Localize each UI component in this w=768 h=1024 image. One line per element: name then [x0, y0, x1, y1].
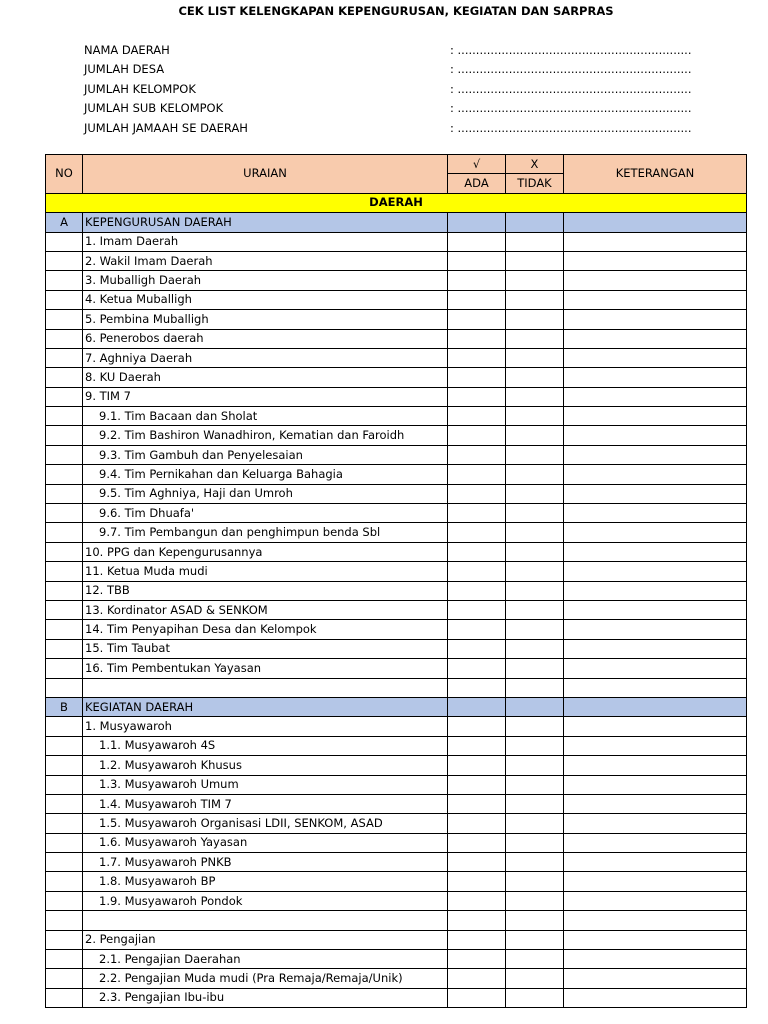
table-row	[46, 620, 747, 639]
keterangan-input-cell[interactable]	[564, 523, 747, 542]
row-no-cell	[46, 562, 83, 581]
ada-checkbox-cell[interactable]	[448, 833, 506, 852]
tidak-checkbox-cell[interactable]	[506, 717, 564, 736]
ada-checkbox-cell[interactable]	[448, 930, 506, 949]
band-label: DAERAH	[46, 193, 747, 212]
section-title: KEGIATAN DAERAH	[83, 697, 448, 716]
row-uraian: 2. Pengajian	[83, 930, 448, 949]
keterangan-input-cell[interactable]	[564, 659, 747, 678]
table-row	[46, 290, 747, 309]
keterangan-input-cell[interactable]	[564, 445, 747, 464]
ada-checkbox-cell[interactable]	[448, 271, 506, 290]
row-uraian: 10. PPG dan Kepengurusannya	[83, 542, 448, 561]
row-uraian: 3. Muballigh Daerah	[83, 271, 448, 290]
ada-checkbox-cell[interactable]	[448, 717, 506, 736]
row-uraian: 9. TIM 7	[83, 387, 448, 406]
keterangan-input-cell[interactable]	[564, 407, 747, 426]
row-uraian: 1.4. Musyawaroh TIM 7	[83, 794, 448, 813]
table-row	[46, 717, 747, 736]
row-uraian: 1. Musyawaroh	[83, 717, 448, 736]
table-row	[46, 484, 747, 503]
row-no-cell	[46, 445, 83, 464]
section-no: B	[46, 697, 83, 716]
ada-checkbox-cell[interactable]	[448, 775, 506, 794]
ada-checkbox-cell[interactable]	[448, 872, 506, 891]
ada-checkbox-cell[interactable]	[448, 542, 506, 561]
info-label: JUMLAH SUB KELOMPOK	[84, 101, 224, 116]
keterangan-input-cell[interactable]	[564, 717, 747, 736]
tidak-checkbox-cell[interactable]	[506, 542, 564, 561]
header-no: NO	[46, 155, 83, 194]
ada-checkbox-cell[interactable]	[448, 562, 506, 581]
row-uraian: 16. Tim Pembentukan Yayasan	[83, 659, 448, 678]
tidak-cell	[506, 213, 564, 232]
table-row	[46, 271, 747, 290]
row-uraian: 6. Penerobos daerah	[83, 329, 448, 348]
table-row	[46, 911, 747, 930]
ada-checkbox-cell[interactable]	[448, 251, 506, 270]
row-uraian: 2.1. Pengajian Daerahan	[83, 950, 448, 969]
keterangan-input-cell[interactable]	[564, 562, 747, 581]
keterangan-input-cell[interactable]	[564, 775, 747, 794]
keterangan-input-cell[interactable]	[564, 310, 747, 329]
ada-checkbox-cell[interactable]	[448, 891, 506, 910]
row-no-cell	[46, 814, 83, 833]
table-row	[46, 368, 747, 387]
table-row	[46, 756, 747, 775]
keterangan-cell	[564, 213, 747, 232]
tidak-checkbox-cell[interactable]	[506, 271, 564, 290]
row-uraian	[83, 911, 448, 930]
section-row	[46, 213, 747, 232]
keterangan-input-cell[interactable]	[564, 911, 747, 930]
ada-checkbox-cell[interactable]	[448, 504, 506, 523]
tidak-checkbox-cell[interactable]	[506, 581, 564, 600]
info-value[interactable]: : ................................................................	[450, 101, 692, 116]
table-row	[46, 678, 747, 697]
tidak-checkbox-cell[interactable]	[506, 251, 564, 270]
header-tidak: TIDAK	[506, 174, 564, 193]
keterangan-input-cell[interactable]	[564, 678, 747, 697]
row-no-cell	[46, 930, 83, 949]
info-value[interactable]: : ................................................................	[450, 62, 692, 77]
row-no-cell	[46, 853, 83, 872]
section-no: A	[46, 213, 83, 232]
keterangan-input-cell[interactable]	[564, 988, 747, 1007]
row-no-cell	[46, 504, 83, 523]
row-no-cell	[46, 581, 83, 600]
row-no-cell	[46, 542, 83, 561]
keterangan-input-cell[interactable]	[564, 251, 747, 270]
info-value[interactable]: : ................................................................	[450, 81, 692, 96]
ada-checkbox-cell[interactable]	[448, 465, 506, 484]
section-title: KEPENGURUSAN DAERAH	[83, 213, 448, 232]
keterangan-input-cell[interactable]	[564, 387, 747, 406]
tidak-checkbox-cell[interactable]	[506, 290, 564, 309]
tidak-checkbox-cell[interactable]	[506, 407, 564, 426]
ada-checkbox-cell[interactable]	[448, 581, 506, 600]
info-row	[84, 41, 724, 60]
keterangan-input-cell[interactable]	[564, 620, 747, 639]
band-row	[46, 193, 747, 212]
tidak-checkbox-cell[interactable]	[506, 872, 564, 891]
tidak-checkbox-cell[interactable]	[506, 484, 564, 503]
tidak-checkbox-cell[interactable]	[506, 504, 564, 523]
ada-checkbox-cell[interactable]	[448, 736, 506, 755]
ada-checkbox-cell[interactable]	[448, 445, 506, 464]
table-row	[46, 445, 747, 464]
table-row	[46, 562, 747, 581]
row-no-cell	[46, 407, 83, 426]
tidak-checkbox-cell[interactable]	[506, 988, 564, 1007]
ada-checkbox-cell[interactable]	[448, 756, 506, 775]
keterangan-input-cell[interactable]	[564, 853, 747, 872]
table-row	[46, 794, 747, 813]
row-uraian: 2.2. Pengajian Muda mudi (Pra Remaja/Remaja/Unik)	[83, 969, 448, 988]
info-row	[84, 80, 724, 99]
row-no-cell	[46, 872, 83, 891]
row-uraian: 1.8. Musyawaroh BP	[83, 872, 448, 891]
ada-checkbox-cell[interactable]	[448, 310, 506, 329]
table-row	[46, 600, 747, 619]
tidak-checkbox-cell[interactable]	[506, 969, 564, 988]
table-row	[46, 814, 747, 833]
table-row	[46, 387, 747, 406]
row-no-cell	[46, 639, 83, 658]
keterangan-cell	[564, 697, 747, 716]
row-no-cell	[46, 329, 83, 348]
info-value[interactable]: : ................................................................	[450, 43, 692, 57]
tidak-checkbox-cell[interactable]	[506, 523, 564, 542]
header-row	[46, 155, 747, 174]
table-row	[46, 232, 747, 251]
row-no-cell	[46, 271, 83, 290]
table-row	[46, 988, 747, 1007]
row-uraian: 7. Aghniya Daerah	[83, 348, 448, 367]
row-uraian: 9.7. Tim Pembangun dan penghimpun benda Sbl	[83, 523, 448, 542]
ada-checkbox-cell[interactable]	[448, 348, 506, 367]
keterangan-input-cell[interactable]	[564, 969, 747, 988]
tidak-checkbox-cell[interactable]	[506, 678, 564, 697]
ada-checkbox-cell[interactable]	[448, 911, 506, 930]
table-row	[46, 329, 747, 348]
tidak-checkbox-cell[interactable]	[506, 562, 564, 581]
table-row	[46, 659, 747, 678]
row-uraian: 8. KU Daerah	[83, 368, 448, 387]
ada-checkbox-cell[interactable]	[448, 387, 506, 406]
row-no-cell	[46, 911, 83, 930]
tidak-checkbox-cell[interactable]	[506, 639, 564, 658]
tidak-checkbox-cell[interactable]	[506, 736, 564, 755]
keterangan-input-cell[interactable]	[564, 930, 747, 949]
row-no-cell	[46, 387, 83, 406]
ada-checkbox-cell[interactable]	[448, 969, 506, 988]
keterangan-input-cell[interactable]	[564, 426, 747, 445]
row-no-cell	[46, 348, 83, 367]
table-row	[46, 504, 747, 523]
ada-checkbox-cell[interactable]	[448, 426, 506, 445]
ada-checkbox-cell[interactable]	[448, 523, 506, 542]
table-row	[46, 950, 747, 969]
keterangan-input-cell[interactable]	[564, 368, 747, 387]
info-label: JUMLAH DESA	[84, 62, 165, 77]
tidak-checkbox-cell[interactable]	[506, 911, 564, 930]
row-no-cell	[46, 251, 83, 270]
row-no-cell	[46, 484, 83, 503]
keterangan-input-cell[interactable]	[564, 872, 747, 891]
ada-checkbox-cell[interactable]	[448, 329, 506, 348]
row-uraian: 1.9. Musyawaroh Pondok	[83, 891, 448, 910]
table-row	[46, 775, 747, 794]
table-row	[46, 407, 747, 426]
ada-checkbox-cell[interactable]	[448, 232, 506, 251]
row-uraian: 9.1. Tim Bacaan dan Sholat	[83, 407, 448, 426]
header-ada: ADA	[448, 174, 506, 193]
document-title: CEK LIST KELENGKAPAN KEPENGURUSAN, KEGIATAN DAN SARPRAS	[178, 4, 614, 18]
row-no-cell	[46, 290, 83, 309]
table-row	[46, 736, 747, 755]
keterangan-input-cell[interactable]	[564, 504, 747, 523]
table-row	[46, 969, 747, 988]
info-row	[84, 99, 724, 118]
row-uraian: 11. Ketua Muda mudi	[83, 562, 448, 581]
ada-cell	[448, 213, 506, 232]
row-uraian: 1.2. Musyawaroh Khusus	[83, 756, 448, 775]
tidak-checkbox-cell[interactable]	[506, 600, 564, 619]
tidak-checkbox-cell[interactable]	[506, 387, 564, 406]
tidak-checkbox-cell[interactable]	[506, 232, 564, 251]
row-no-cell	[46, 891, 83, 910]
table-row	[46, 891, 747, 910]
table-row	[46, 542, 747, 561]
row-uraian: 2.3. Pengajian Ibu-ibu	[83, 988, 448, 1007]
tidak-checkbox-cell[interactable]	[506, 833, 564, 852]
row-uraian: 9.6. Tim Dhuafa'	[83, 504, 448, 523]
ada-checkbox-cell[interactable]	[448, 600, 506, 619]
ada-checkbox-cell[interactable]	[448, 620, 506, 639]
tidak-checkbox-cell[interactable]	[506, 659, 564, 678]
info-label: JUMLAH KELOMPOK	[84, 81, 196, 96]
row-uraian: 9.2. Tim Bashiron Wanadhiron, Kematian dan Faroidh	[83, 426, 448, 445]
row-no-cell	[46, 368, 83, 387]
tidak-checkbox-cell[interactable]	[506, 620, 564, 639]
row-no-cell	[46, 775, 83, 794]
row-uraian: 9.5. Tim Aghniya, Haji dan Umroh	[83, 484, 448, 503]
row-no-cell	[46, 950, 83, 969]
table-row	[46, 523, 747, 542]
tidak-cell	[506, 697, 564, 716]
table-row	[46, 465, 747, 484]
info-label: NAMA DAERAH	[84, 43, 170, 57]
ada-checkbox-cell[interactable]	[448, 368, 506, 387]
row-uraian: 5. Pembina Muballigh	[83, 310, 448, 329]
info-block	[84, 41, 724, 138]
keterangan-input-cell[interactable]	[564, 484, 747, 503]
table-row	[46, 251, 747, 270]
row-no-cell	[46, 969, 83, 988]
keterangan-input-cell[interactable]	[564, 950, 747, 969]
row-uraian	[83, 678, 448, 697]
info-value[interactable]: : ................................................................	[450, 120, 692, 135]
tidak-checkbox-cell[interactable]	[506, 426, 564, 445]
row-uraian: 2. Wakil Imam Daerah	[83, 251, 448, 270]
tidak-checkbox-cell[interactable]	[506, 368, 564, 387]
row-no-cell	[46, 678, 83, 697]
row-no-cell	[46, 794, 83, 813]
table-row	[46, 639, 747, 658]
keterangan-input-cell[interactable]	[564, 891, 747, 910]
row-uraian: 12. TBB	[83, 581, 448, 600]
header-cross-mark: X	[506, 155, 564, 174]
row-no-cell	[46, 523, 83, 542]
tidak-checkbox-cell[interactable]	[506, 891, 564, 910]
table-row	[46, 426, 747, 445]
ada-checkbox-cell[interactable]	[448, 407, 506, 426]
tidak-checkbox-cell[interactable]	[506, 853, 564, 872]
keterangan-input-cell[interactable]	[564, 542, 747, 561]
keterangan-input-cell[interactable]	[564, 794, 747, 813]
header-keterangan: KETERANGAN	[564, 155, 747, 194]
table-row	[46, 833, 747, 852]
row-no-cell	[46, 833, 83, 852]
row-no-cell	[46, 426, 83, 445]
table-row	[46, 853, 747, 872]
tidak-checkbox-cell[interactable]	[506, 465, 564, 484]
row-uraian: 4. Ketua Muballigh	[83, 290, 448, 309]
keterangan-input-cell[interactable]	[564, 600, 747, 619]
row-uraian: 15. Tim Taubat	[83, 639, 448, 658]
row-no-cell	[46, 465, 83, 484]
tidak-checkbox-cell[interactable]	[506, 930, 564, 949]
row-no-cell	[46, 620, 83, 639]
table-row	[46, 348, 747, 367]
row-no-cell	[46, 988, 83, 1007]
info-row	[84, 119, 724, 138]
row-no-cell	[46, 717, 83, 736]
keterangan-input-cell[interactable]	[564, 271, 747, 290]
info-row	[84, 60, 724, 79]
row-no-cell	[46, 756, 83, 775]
checklist-table	[45, 154, 747, 1008]
table-row	[46, 310, 747, 329]
row-no-cell	[46, 310, 83, 329]
row-no-cell	[46, 232, 83, 251]
row-no-cell	[46, 600, 83, 619]
keterangan-input-cell[interactable]	[564, 639, 747, 658]
keterangan-input-cell[interactable]	[564, 232, 747, 251]
ada-checkbox-cell[interactable]	[448, 814, 506, 833]
tidak-checkbox-cell[interactable]	[506, 950, 564, 969]
tidak-checkbox-cell[interactable]	[506, 814, 564, 833]
keterangan-input-cell[interactable]	[564, 833, 747, 852]
keterangan-input-cell[interactable]	[564, 348, 747, 367]
table-row	[46, 872, 747, 891]
ada-cell	[448, 697, 506, 716]
keterangan-input-cell[interactable]	[564, 756, 747, 775]
ada-checkbox-cell[interactable]	[448, 639, 506, 658]
ada-checkbox-cell[interactable]	[448, 659, 506, 678]
info-label: JUMLAH JAMAAH SE DAERAH	[84, 120, 248, 135]
table-row	[46, 930, 747, 949]
tidak-checkbox-cell[interactable]	[506, 775, 564, 794]
row-uraian: 1.3. Musyawaroh Umum	[83, 775, 448, 794]
keterangan-input-cell[interactable]	[564, 814, 747, 833]
tidak-checkbox-cell[interactable]	[506, 310, 564, 329]
ada-checkbox-cell[interactable]	[448, 853, 506, 872]
row-uraian: 1. Imam Daerah	[83, 232, 448, 251]
row-uraian: 14. Tim Penyapihan Desa dan Kelompok	[83, 620, 448, 639]
row-no-cell	[46, 659, 83, 678]
table-row	[46, 581, 747, 600]
row-uraian: 1.7. Musyawaroh PNKB	[83, 853, 448, 872]
ada-checkbox-cell[interactable]	[448, 290, 506, 309]
keterangan-input-cell[interactable]	[564, 465, 747, 484]
tidak-checkbox-cell[interactable]	[506, 794, 564, 813]
tidak-checkbox-cell[interactable]	[506, 348, 564, 367]
keterangan-input-cell[interactable]	[564, 290, 747, 309]
row-uraian: 1.6. Musyawaroh Yayasan	[83, 833, 448, 852]
ada-checkbox-cell[interactable]	[448, 950, 506, 969]
header-uraian: URAIAN	[83, 155, 448, 194]
row-uraian: 9.4. Tim Pernikahan dan Keluarga Bahagia	[83, 465, 448, 484]
row-uraian: 1.5. Musyawaroh Organisasi LDII, SENKOM, ASAD	[83, 814, 448, 833]
keterangan-input-cell[interactable]	[564, 581, 747, 600]
tidak-checkbox-cell[interactable]	[506, 445, 564, 464]
tidak-checkbox-cell[interactable]	[506, 329, 564, 348]
header-check-mark: √	[448, 155, 506, 174]
row-no-cell	[46, 736, 83, 755]
ada-checkbox-cell[interactable]	[448, 988, 506, 1007]
row-uraian: 13. Kordinator ASAD & SENKOM	[83, 600, 448, 619]
section-row	[46, 697, 747, 716]
row-uraian: 1.1. Musyawaroh 4S	[83, 736, 448, 755]
row-uraian: 9.3. Tim Gambuh dan Penyelesaian	[83, 445, 448, 464]
tidak-checkbox-cell[interactable]	[506, 756, 564, 775]
keterangan-input-cell[interactable]	[564, 329, 747, 348]
ada-checkbox-cell[interactable]	[448, 678, 506, 697]
ada-checkbox-cell[interactable]	[448, 484, 506, 503]
ada-checkbox-cell[interactable]	[448, 794, 506, 813]
keterangan-input-cell[interactable]	[564, 736, 747, 755]
